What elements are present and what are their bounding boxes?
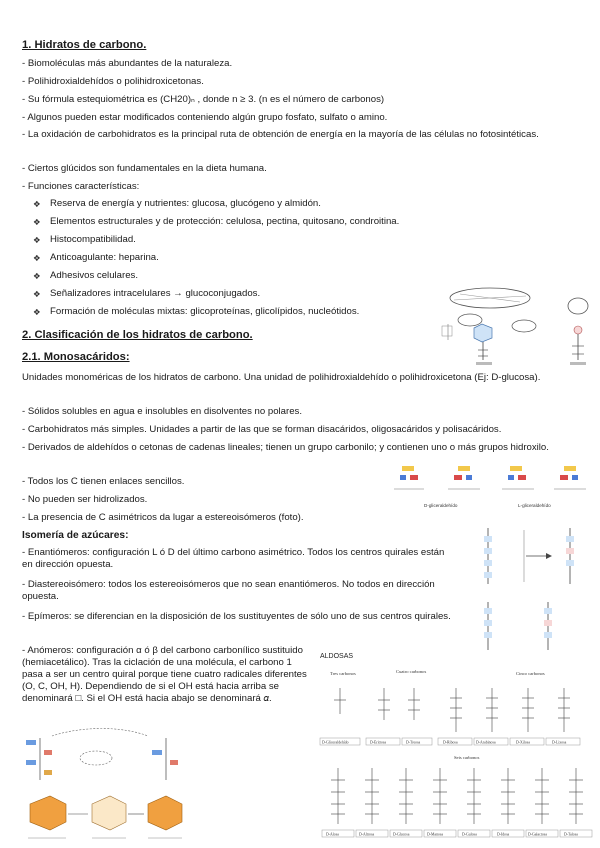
monosaccharide-line: - Todos los C tienen enlaces sencillos.: [22, 476, 185, 487]
isomer-line: - Enantiómeros: configuración L ó D del último carbono asimétrico. Todos los centros quirales están en dirección opuesta.: [22, 547, 445, 570]
aldose-group: Cuatro carbonos: [396, 669, 427, 674]
section-1-line: - Biomoléculas más abundantes de la naturaleza.: [22, 58, 233, 69]
section-1-line: - Ciertos glúcidos son fundamentales en la dieta humana.: [22, 163, 267, 174]
aldose-name: D-Idosa: [497, 832, 510, 837]
monosaccharide-line: - Derivados de aldehídos o cetonas de cadenas lineales; tienen un grupo carbonilo; y contienen uno o más grupos hidroxilo.: [22, 442, 549, 453]
aldose-name: D-Eritrosa: [370, 740, 387, 745]
isomer-line: - Diastereoisómero: todos los estereoisómeros que no sean enantiómeros. No todos en dirección opuesta.: [22, 579, 435, 602]
section-1-line: - Su fórmula estequiométrica es (CH20)ₙ , donde n ≥ 3. (n es el número de carbonos): [22, 94, 385, 105]
isomer-title: Isomería de azúcares:: [22, 530, 129, 541]
isomer-line: - Anómeros: configuración α ó β del carbono carbonílico sustituido (hemiacetálico). Tras la ciclación de una molécula, el carbono 1 pasa a ser un centro quiral porque tiene cuatro radicales diferentes (O, C, OH, H). Dependiendo de si el OH está hacia arriba se denominará □. Si el OH está hacia abajo se denominará 𝛼.: [22, 645, 307, 704]
aldose-name: D-Gulosa: [462, 832, 477, 837]
section-1-title: 1. Hidratos de carbono.: [22, 39, 147, 51]
aldose-name: D-Gliceraldehído: [322, 740, 349, 745]
aldose-name: D-Treosa: [406, 740, 421, 745]
section-2-1-title: 2.1. Monosacáridos:: [22, 351, 130, 363]
monosaccharide-line: - No pueden ser hidrolizados.: [22, 494, 148, 505]
section-2-title: 2. Clasificación de los hidratos de carbono.: [22, 329, 253, 341]
function-item: ❖ Formación de moléculas mixtas: glicoproteínas, glicolípidos, nucleótidos.: [50, 306, 359, 318]
aldose-name: D-Talosa: [564, 832, 578, 837]
section-1-line: - La oxidación de carbohidratos es la principal ruta de obtención de energía en la mayoría de las células no fotosintéticas.: [22, 129, 539, 140]
stereo-label: L-gliceraldehído: [518, 503, 551, 508]
cyclization-figure: [22, 726, 192, 846]
function-item: ❖ Reserva de energía y nutrientes: glucosa, glucógeno y almidón.: [50, 198, 321, 210]
monosaccharide-intro: Unidades monoméricas de los hidratos de carbono. Una unidad de polihidroxialdehído o polihidroxicetona (Ej: D-glucosa).: [22, 372, 541, 383]
function-item: ❖ Señalizadores intracelulares → glucoconjugados.: [50, 288, 260, 300]
function-item: ❖ Histocompatibilidad.: [50, 234, 136, 246]
isomer-line: - Epímeros: se diferencian en la disposición de los sustituyentes de sólo uno de sus centros quirales.: [22, 611, 451, 622]
section-1-line: - Funciones características:: [22, 181, 140, 192]
aldose-name: D-Lixosa: [552, 740, 567, 745]
gliceraldehyde-formulas-figure: [388, 462, 593, 510]
function-item: ❖ Adhesivos celulares.: [50, 270, 138, 282]
stereo-label: D-gliceraldehído: [424, 503, 458, 508]
aldose-name: D-Alosa: [326, 832, 339, 837]
aldose-name: D-Arabinosa: [476, 740, 496, 745]
aldoses-figure: [318, 648, 594, 844]
aldose-group: Seis carbonos: [454, 755, 480, 760]
aldose-name: D-Galactosa: [528, 832, 547, 837]
aldose-name: D-Altrosa: [359, 832, 375, 837]
aldose-name: D-Manosa: [427, 832, 444, 837]
aldoses-title: ALDOSAS: [320, 653, 354, 660]
monosaccharide-line: - Carbohidratos más simples. Unidades a partir de las que se forman disacáridos, oligosacáridos y polisacáridos.: [22, 424, 502, 435]
section-1-line: - Algunos pueden estar modificados conteniendo algún grupo fosfato, sulfato o amino.: [22, 112, 388, 123]
function-item: ❖ Anticoagulante: heparina.: [50, 252, 159, 264]
function-item: ❖ Elementos estructurales y de protección: celulosa, pectina, quitosano, condroitina.: [50, 216, 399, 228]
monosaccharide-line: - Sólidos solubles en agua e insolubles en disolventes no polares.: [22, 406, 302, 417]
aldose-group: Cinco carbonos: [516, 671, 545, 676]
isomer-diagram-figure: [466, 516, 596, 658]
aldose-group: Tres carbonos: [330, 671, 356, 676]
section-1-line: - Polihidroxialdehídos o polihidroxicetonas.: [22, 76, 204, 87]
aldose-name: D-Ribosa: [443, 740, 458, 745]
monosaccharide-line: - La presencia de C asimétricos da lugar a estereoisómeros (foto).: [22, 512, 304, 523]
aldose-name: D-Glucosa: [393, 832, 410, 837]
glycoconjugate-figure: [440, 284, 590, 370]
aldose-name: D-Xilosa: [516, 740, 530, 745]
